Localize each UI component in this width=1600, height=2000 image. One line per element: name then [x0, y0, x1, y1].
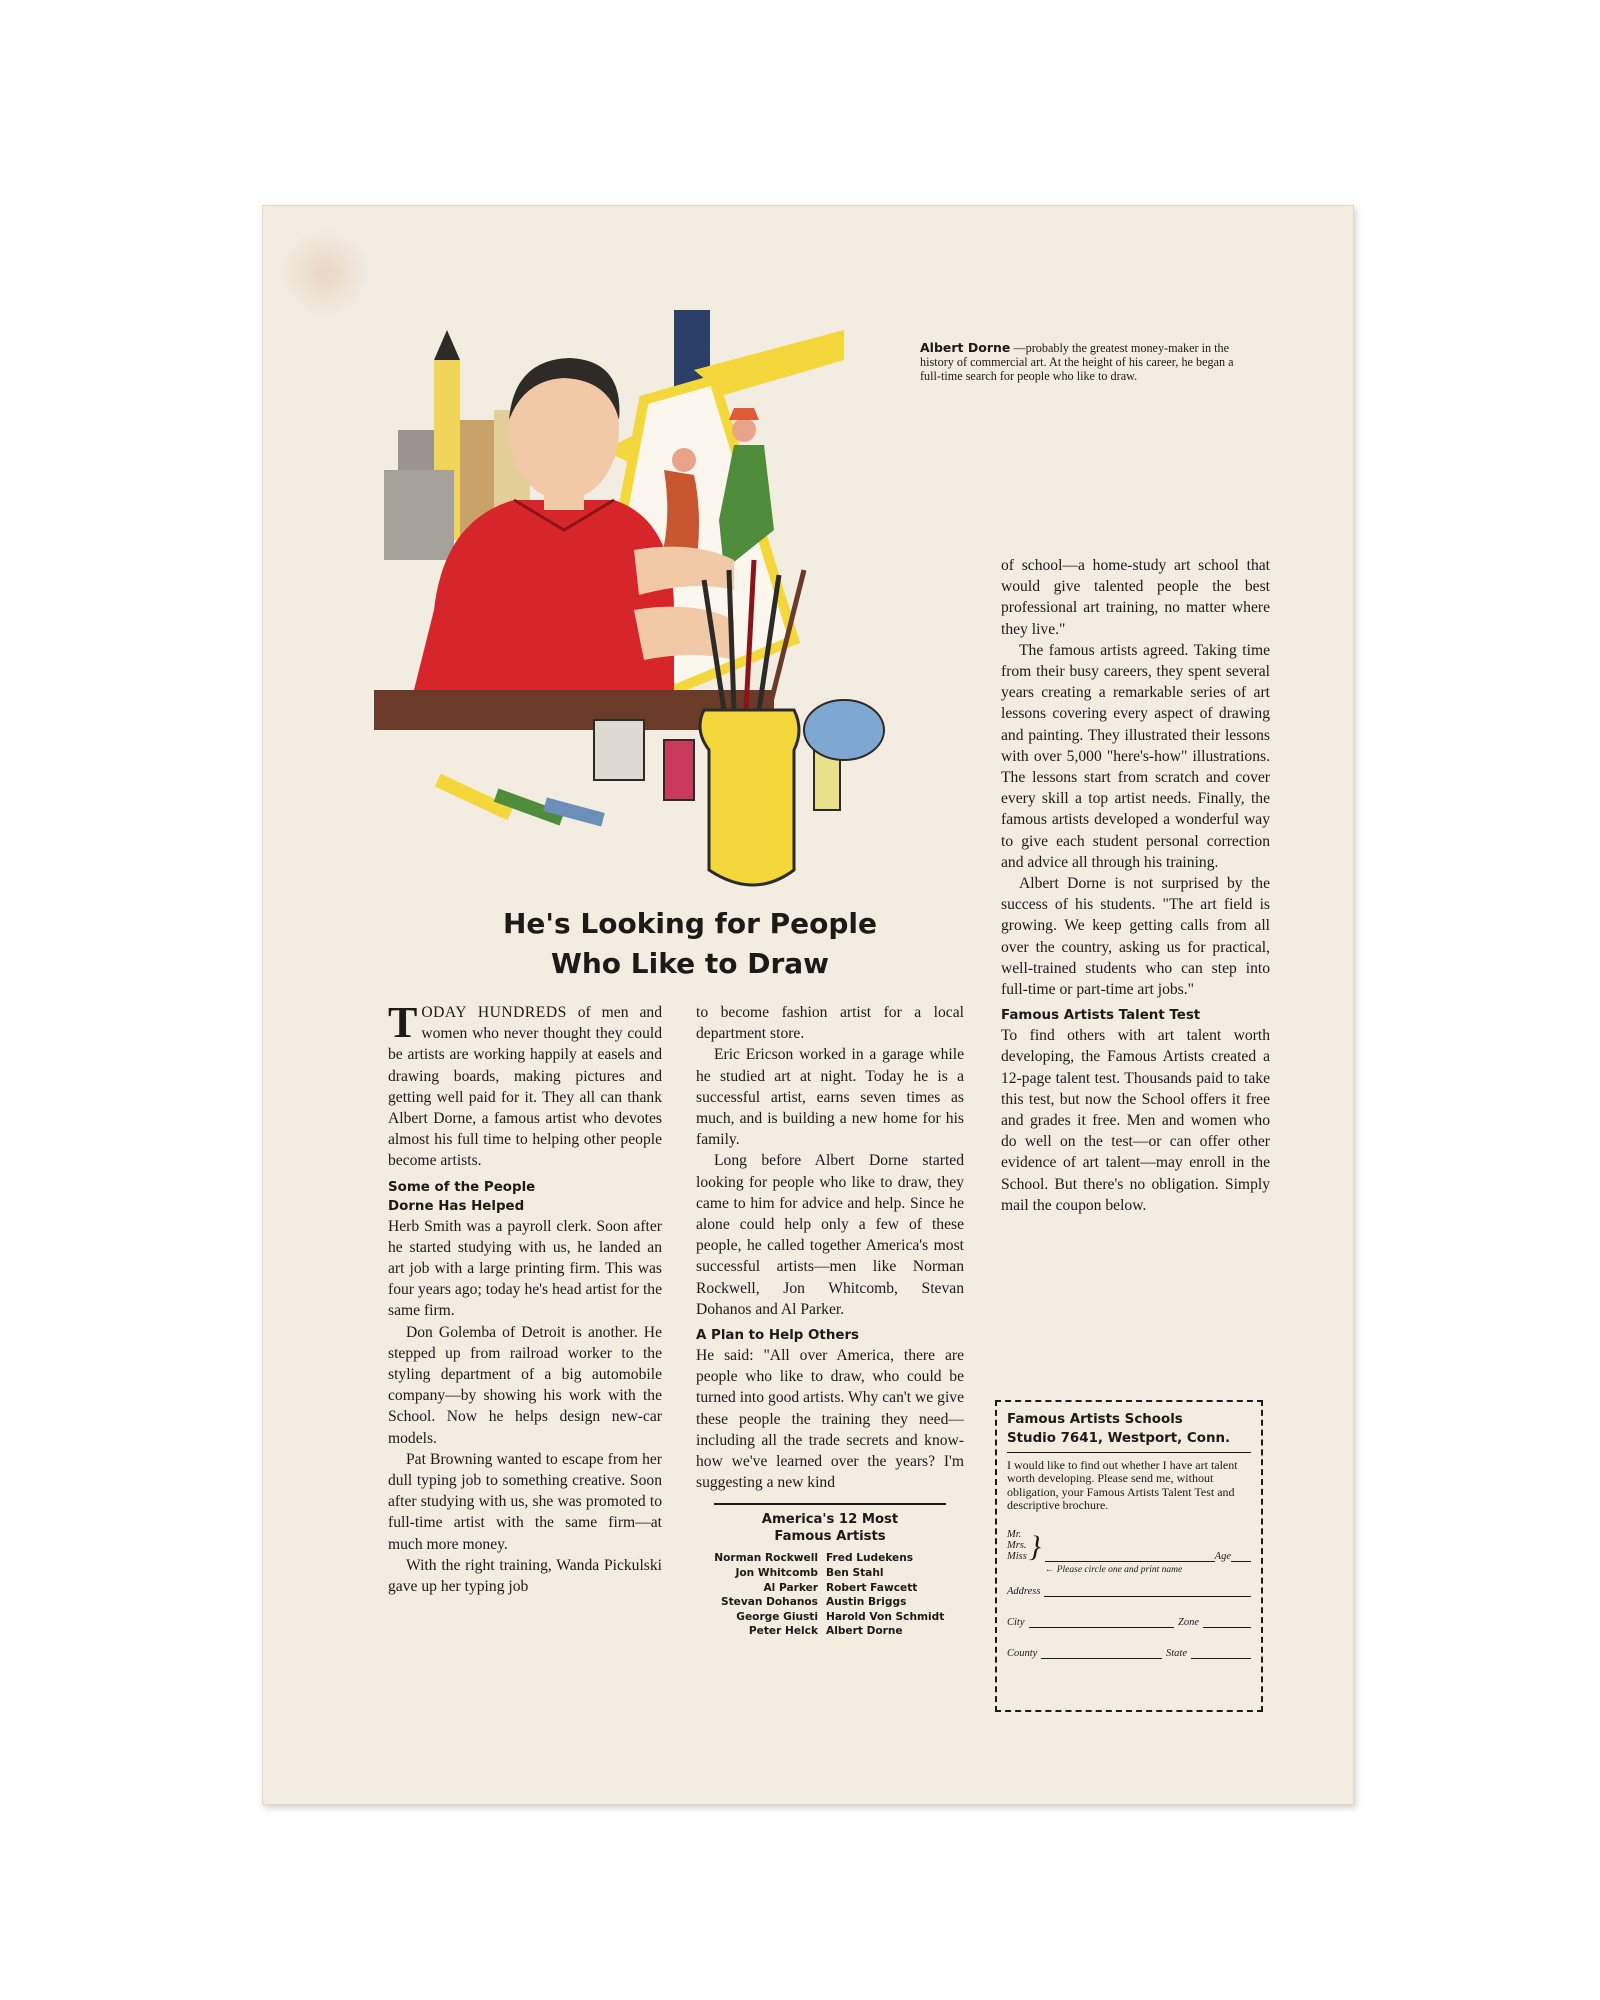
paper-stain [280, 228, 370, 318]
intro-smallcaps: ODAY HUNDREDS [421, 1004, 567, 1021]
artist-name: Harold Von Schmidt [826, 1610, 945, 1623]
artists-list [696, 1551, 964, 1639]
headline-line-1: He's Looking for People [502, 907, 878, 940]
zone-line[interactable] [1203, 1617, 1251, 1628]
paragraph-fashion-artist: to become fashion artist for a local department store. [696, 1004, 964, 1043]
paragraph-wanda-pickulski: With the right training, Wanda Pickulski gave up her typing job [388, 1556, 662, 1596]
age-label: Age [1214, 1550, 1231, 1562]
section-heading-line-1: Some of the People [388, 1179, 536, 1195]
portrait-caption [920, 341, 1240, 383]
paragraph-he-said: He said: "All over America, there are people who like to draw, who could be turned into good artists. Why can't we give these people the training they need—including all the trade secrets and know-how we've learned over the years? I'm suggesting a new kind [696, 1347, 964, 1492]
paragraph-herb-smith: Herb Smith was a payroll clerk. Soon after he started studying with us, he landed an art job with a large printing firm. This was four years ago; today he's head artist for the same firm. [388, 1217, 662, 1320]
artist-name: Stevan Dohanos [720, 1596, 818, 1609]
paragraph-not-surprised: Albert Dorne is not surprised by the success of his students. "The art field is growing. We keep getting calls from all over the country, asking us for practical, well-trained students who can step into full-time or part-time art jobs." [1001, 875, 1270, 999]
artist-name: Albert Dorne [826, 1625, 903, 1638]
address-field[interactable] [1007, 1586, 1251, 1597]
title-mrs[interactable]: Mrs. [1007, 1539, 1027, 1551]
county-field[interactable] [1007, 1648, 1251, 1659]
paragraph-eric-ericson: Eric Ericson worked in a garage while he studied art at night. Today he is a successful artist, earns seven times as much, and is building a new home for his family. [696, 1046, 964, 1149]
title-mr[interactable]: Mr. [1007, 1528, 1022, 1540]
article-column-1 [388, 998, 662, 1597]
paragraph-long-before: Long before Albert Dorne started looking for people who like to draw, they came to him for advice and help. Since he alone could help only a few of these people, he called together America's most successful artists—men like Norman Rockwell, Jon Whitcomb, Stevan Dohanos and Al Parker. [696, 1152, 964, 1318]
section-heading-helped [388, 1178, 662, 1216]
artist-name: Peter Helck [748, 1625, 818, 1638]
coupon-school-name: Famous Artists Schools [1007, 1412, 1183, 1427]
state-line[interactable] [1191, 1648, 1251, 1659]
artists-box-title [696, 1511, 964, 1545]
city-label: City [1007, 1616, 1025, 1628]
section-heading-talent-test: Famous Artists Talent Test [1001, 1008, 1201, 1024]
title-miss[interactable]: Miss [1007, 1550, 1027, 1562]
county-label: County [1007, 1647, 1038, 1659]
artist-name: Austin Briggs [826, 1596, 907, 1609]
intro-text: of men and women who never thought they could be artists are working happily at easels and drawing boards, making pictures and getting well paid for it. They all can thank Albert Dorne, a famous artist who devotes almost his full time to helping other people become artists. [388, 1004, 662, 1170]
artist-name: Al Parker [763, 1581, 818, 1594]
city-field[interactable] [1007, 1617, 1251, 1628]
address-line[interactable] [1044, 1586, 1251, 1597]
artist-name: Jon Whitcomb [735, 1567, 818, 1580]
county-line[interactable] [1041, 1648, 1162, 1659]
paragraph-pat-browning: Pat Browning wanted to escape from her dull typing job to something creative. Soon after studying with us, she was promoted to full-time artist with the same firm—at much more money. [388, 1450, 662, 1553]
artist-name: Ben Stahl [826, 1567, 884, 1580]
mail-coupon[interactable] [995, 1400, 1263, 1712]
artist-name: Fred Ludekens [826, 1552, 914, 1565]
state-label: State [1166, 1647, 1187, 1659]
artist-name: George Giusti [736, 1610, 818, 1623]
name-field[interactable] [1007, 1528, 1251, 1575]
artist-name: Robert Fawcett [826, 1581, 918, 1594]
caption-text: —probably the greatest money-maker in the history of commercial art. At the height of his career, he began a full-time search for people who like to draw. [920, 341, 1234, 383]
coupon-request-text: I would like to find out whether I have art talent worth developing. Please send me, without obligation, your Famous Artists Talent Test and descriptive brochure. [1007, 1458, 1238, 1513]
section-heading-line-2: Dorne Has Helped [388, 1198, 525, 1214]
title-options[interactable] [1007, 1529, 1027, 1562]
name-line[interactable] [1044, 1535, 1215, 1575]
artists-divider [714, 1503, 946, 1505]
headline-line-2: Who Like to Draw [550, 947, 830, 980]
zone-label: Zone [1178, 1616, 1199, 1628]
intro-paragraph [388, 998, 662, 1172]
headline [420, 904, 960, 984]
drop-cap: T [388, 998, 418, 1047]
paragraph-talent-test: To find others with art talent worth developing, the Famous Artists created a 12-page talent test. Thousands paid to take this test, but now the School offers it free and grades it free. Men and women who do well on the test—or can offer other evidence of art talent—may enroll in the School. But there's no obligation. Simply mail the coupon below. [1001, 1027, 1270, 1214]
paragraph-artists-agreed: The famous artists agreed. Taking time from their busy careers, they spent several years creating a remarkable series of art lessons covering every aspect of drawing and painting. They illustrated their lessons with over 5,000 "here's-how" illustrations. The lessons start from scratch and cover every skill a top artist needs. Finally, the famous artists developed a wonderful way to give each student personal correction and advice all through his training. [1001, 641, 1270, 871]
article-column-3 [1001, 555, 1270, 1216]
artist-illustration [374, 310, 974, 900]
paragraph-home-study: of school—a home-study art school that would give talented people the best professional art training, no matter where they live." [1001, 557, 1270, 638]
artist-name: Norman Rockwell [714, 1552, 818, 1565]
brace-glyph: } [1028, 1529, 1041, 1563]
age-line[interactable] [1231, 1551, 1251, 1562]
city-line[interactable] [1029, 1617, 1175, 1628]
article-column-2 [696, 1002, 964, 1639]
address-label: Address [1007, 1585, 1041, 1597]
coupon-address: Studio 7641, Westport, Conn. [1007, 1429, 1251, 1453]
section-heading-plan: A Plan to Help Others [696, 1328, 860, 1344]
artists-title-line-1: America's 12 Most [761, 1512, 899, 1528]
artists-title-line-2: Famous Artists [774, 1529, 886, 1545]
circle-note: ← Please circle one and print name [1044, 1564, 1183, 1575]
caption-name: Albert Dorne [920, 340, 1011, 355]
paragraph-don-golemba: Don Golemba of Detroit is another. He stepped up from railroad worker to the styling department of a big automobile company—by showing his work with the School. Now he helps design new-car models. [388, 1323, 662, 1447]
